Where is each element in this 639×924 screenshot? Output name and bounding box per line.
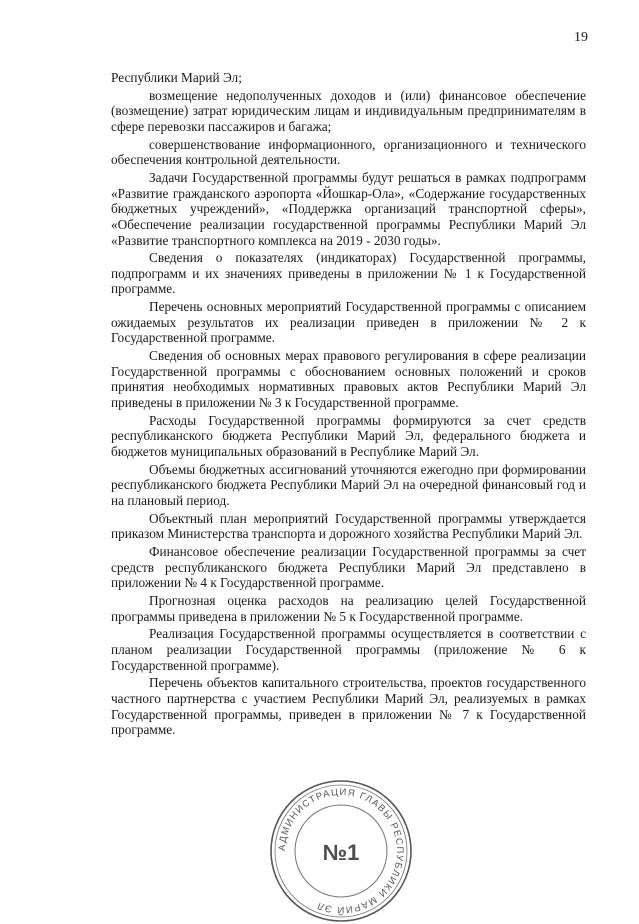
paragraph: Расходы Государственной программы формируются за счет средств республиканского бюджета Республики Марий Эл, федерального бюджета и бюджетов муниципальных образований в Республике Марий Эл. (111, 412, 586, 459)
paragraph: совершенствование информационного, организационного и технического обеспечения контрольной деятельности. (111, 136, 586, 168)
document-body (111, 70, 586, 740)
page-number: 19 (574, 30, 588, 45)
paragraph: Перечень основных мероприятий Государственной программы с описанием ожидаемых результатов их реализации приведен в приложении № 2 к Государственной программе. (111, 299, 586, 346)
svg-text:АДМИНИСТРАЦИЯ ГЛАВЫ РЕСПУБЛИКИ: АДМИНИСТРАЦИЯ ГЛАВЫ РЕСПУБЛИКИ МАРИЙ ЭЛ (276, 786, 406, 916)
paragraph: Прогнозная оценка расходов на реализацию целей Государственной программы приведена в приложении № 5 к Государственной программе. (111, 593, 586, 624)
paragraph: Перечень объектов капитального строительства, проектов государственного частного партнерства с участием Республики Марий Эл, реализуемых в рамках Государственной программы, приведен в приложении № 7 к Государственной программе. (111, 675, 586, 738)
paragraph: Реализация Государственной программы осуществляется в соответствии с планом реализации Государственной программы (приложение № 6 к Государственной программе). (111, 626, 586, 673)
paragraph: Сведения об основных мерах правового регулирования в сфере реализации Государственной программы с обоснованием основных положений и сроков принятия необходимых нормативных правовых актов Республики Марий Эл приведены в приложении № 3 к Государственной программе. (111, 348, 586, 410)
paragraph: Объемы бюджетных ассигнований уточняются ежегодно при формировании республиканского бюджета Республики Марий Эл на очередной финансовый год и на плановый период. (111, 461, 586, 508)
paragraph: Финансовое обеспечение реализации Государственной программы за счет средств республиканского бюджета Республики Марий Эл представлено в приложении № 4 к Государственной программе. (111, 544, 586, 591)
paragraph: Сведения о показателях (индикаторах) Государственной программы, подпрограмм и их значениях приведены в приложении № 1 к Государственной программе. (111, 250, 586, 297)
svg-text:№1: №1 (322, 840, 360, 865)
paragraph: Республики Марий Эл; (111, 70, 242, 85)
paragraph: Объектный план мероприятий Государственной программы утверждается приказом Министерства транспорта и дорожного хозяйства Республики Марий Эл. (111, 510, 586, 542)
stamp-seal-icon (268, 778, 414, 924)
paragraph: возмещение недополученных доходов и (или) финансовое обеспечение (возмещение) затрат юридическим лицам и индивидуальным предпринимателям в сфере перевозки пассажиров и багажа; (111, 87, 586, 134)
paragraph: Задачи Государственной программы будут решаться в рамках подпрограмм «Развитие гражданского аэропорта «Йошкар-Ола», «Содержание государственных бюджетных учреждений», «Поддержка организаций транспортной сферы», «Обеспечение реализации государственной программы Республики Марий Эл «Развитие транспортного комплекса на 2019 - 2030 годы». (111, 170, 586, 248)
official-stamp (268, 778, 414, 924)
